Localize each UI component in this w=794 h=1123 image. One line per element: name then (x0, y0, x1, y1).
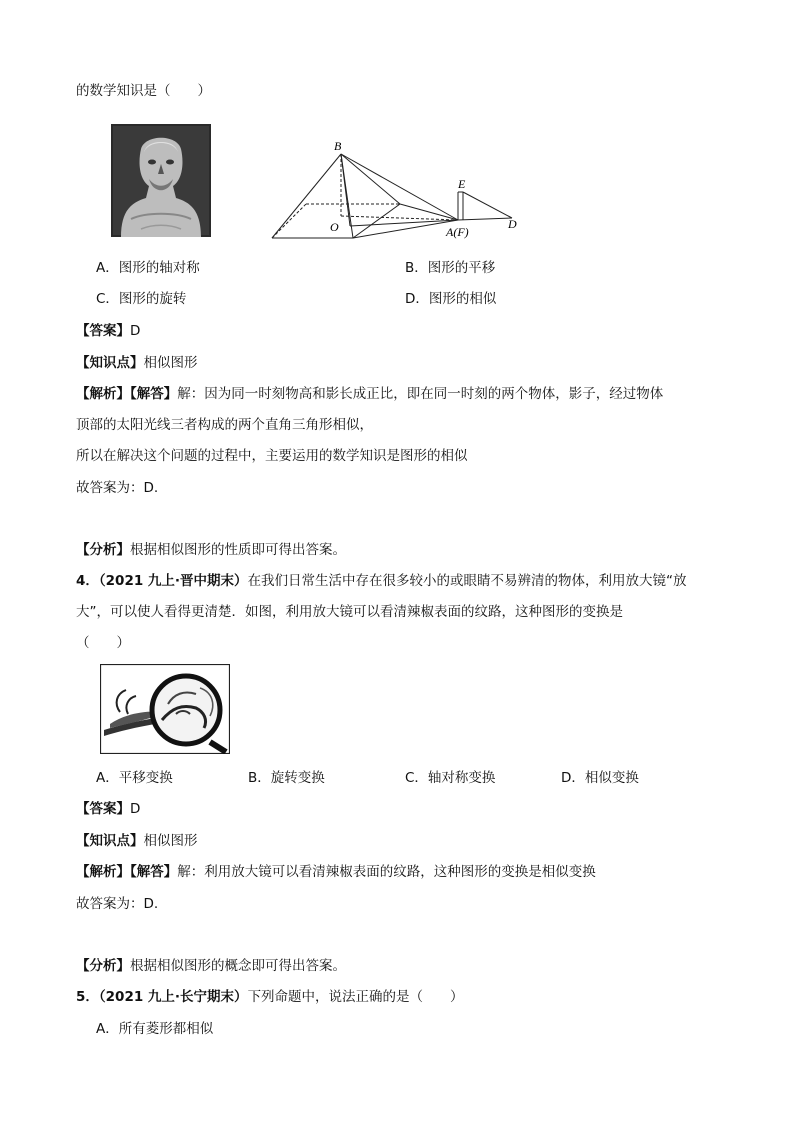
label-o: O (330, 220, 339, 234)
q4-stem-line1 (76, 572, 687, 590)
q4-number: 4． (76, 573, 99, 589)
label-af: A(F) (446, 225, 469, 239)
q4-analysis-line2: 故答案为：D. (76, 896, 159, 912)
fx-tag: 【分析】 (76, 542, 130, 558)
q4-fenxi (76, 957, 346, 975)
q5-option-a: A．所有菱形都相似 (96, 1021, 214, 1037)
q5-stem-text: 下列命题中，说法正确的是（ ） (247, 989, 464, 1005)
kp-tag: 【知识点】 (76, 355, 144, 371)
answer-value: D (130, 323, 141, 339)
q4-option-b: B．旋转变换 (248, 770, 325, 786)
magnifier-picture (100, 664, 230, 754)
q3-option-c: C．图形的旋转 (96, 291, 187, 307)
q3-option-a: A．图形的轴对称 (96, 260, 200, 276)
q3-analysis-line2: 顶部的太阳光线三者构成的两个直角三角形相似， (76, 417, 373, 433)
label-e: E (458, 177, 466, 191)
q4-stem-line3: （ ） (76, 635, 130, 651)
jx-text: 解：因为同一时刻物高和影长成正比，即在同一时刻的两个物体，影子，经过物体 (177, 386, 664, 402)
label-d: D (508, 217, 517, 231)
kp-value: 相似图形 (143, 355, 198, 371)
q4-option-c: C．轴对称变换 (405, 770, 496, 786)
q3-analysis-line1 (76, 385, 663, 403)
fx-text: 根据相似图形的概念即可得出答案。 (130, 958, 346, 974)
q5-stem (76, 988, 464, 1006)
bust-photo (111, 124, 211, 237)
jx-tag: 【解析】【解答】 (76, 386, 178, 402)
q3-answer (76, 322, 140, 340)
q3-analysis-line4: 故答案为：D. (76, 480, 159, 496)
q3-option-d: D．图形的相似 (405, 291, 497, 307)
jx-text: 解：利用放大镜可以看清辣椒表面的纹路，这种图形的变换是相似变换 (177, 864, 596, 880)
q4-stem-text: 在我们日常生活中存在很多较小的或眼睛不易辨清的物体，利用放大镜“放 (247, 573, 687, 589)
q3-stem-tail: 的数学知识是（ ） (76, 83, 211, 99)
fx-text: 根据相似图形的性质即可得出答案。 (130, 542, 346, 558)
jx-tag: 【解析】【解答】 (76, 864, 178, 880)
answer-tag: 【答案】 (76, 801, 130, 817)
q4-source: （2021 九上·晋中期末） (98, 573, 248, 589)
q4-option-d: D．相似变换 (561, 770, 639, 786)
q3-option-b: B．图形的平移 (405, 260, 496, 276)
pyramid-figure (268, 138, 528, 242)
kp-tag: 【知识点】 (76, 833, 144, 849)
answer-tag: 【答案】 (76, 323, 130, 339)
q5-number: 5． (76, 989, 99, 1005)
q3-analysis-line3: 所以在解决这个问题的过程中，主要运用的数学知识是图形的相似 (76, 448, 468, 464)
q4-option-a: A．平移变换 (96, 770, 173, 786)
q3-fenxi (76, 541, 346, 559)
q4-stem-line2: 大”，可以使人看得更清楚．如图，利用放大镜可以看清辣椒表面的纹路，这种图形的变换是 (76, 604, 623, 620)
q4-knowledge-point (76, 832, 198, 850)
q3-knowledge-point (76, 354, 198, 372)
kp-value: 相似图形 (143, 833, 198, 849)
q4-answer (76, 800, 140, 818)
q5-source: （2021 九上·长宁期末） (98, 989, 248, 1005)
fx-tag: 【分析】 (76, 958, 130, 974)
q4-analysis-line1 (76, 863, 596, 881)
answer-value: D (130, 801, 141, 817)
label-b: B (334, 139, 342, 153)
